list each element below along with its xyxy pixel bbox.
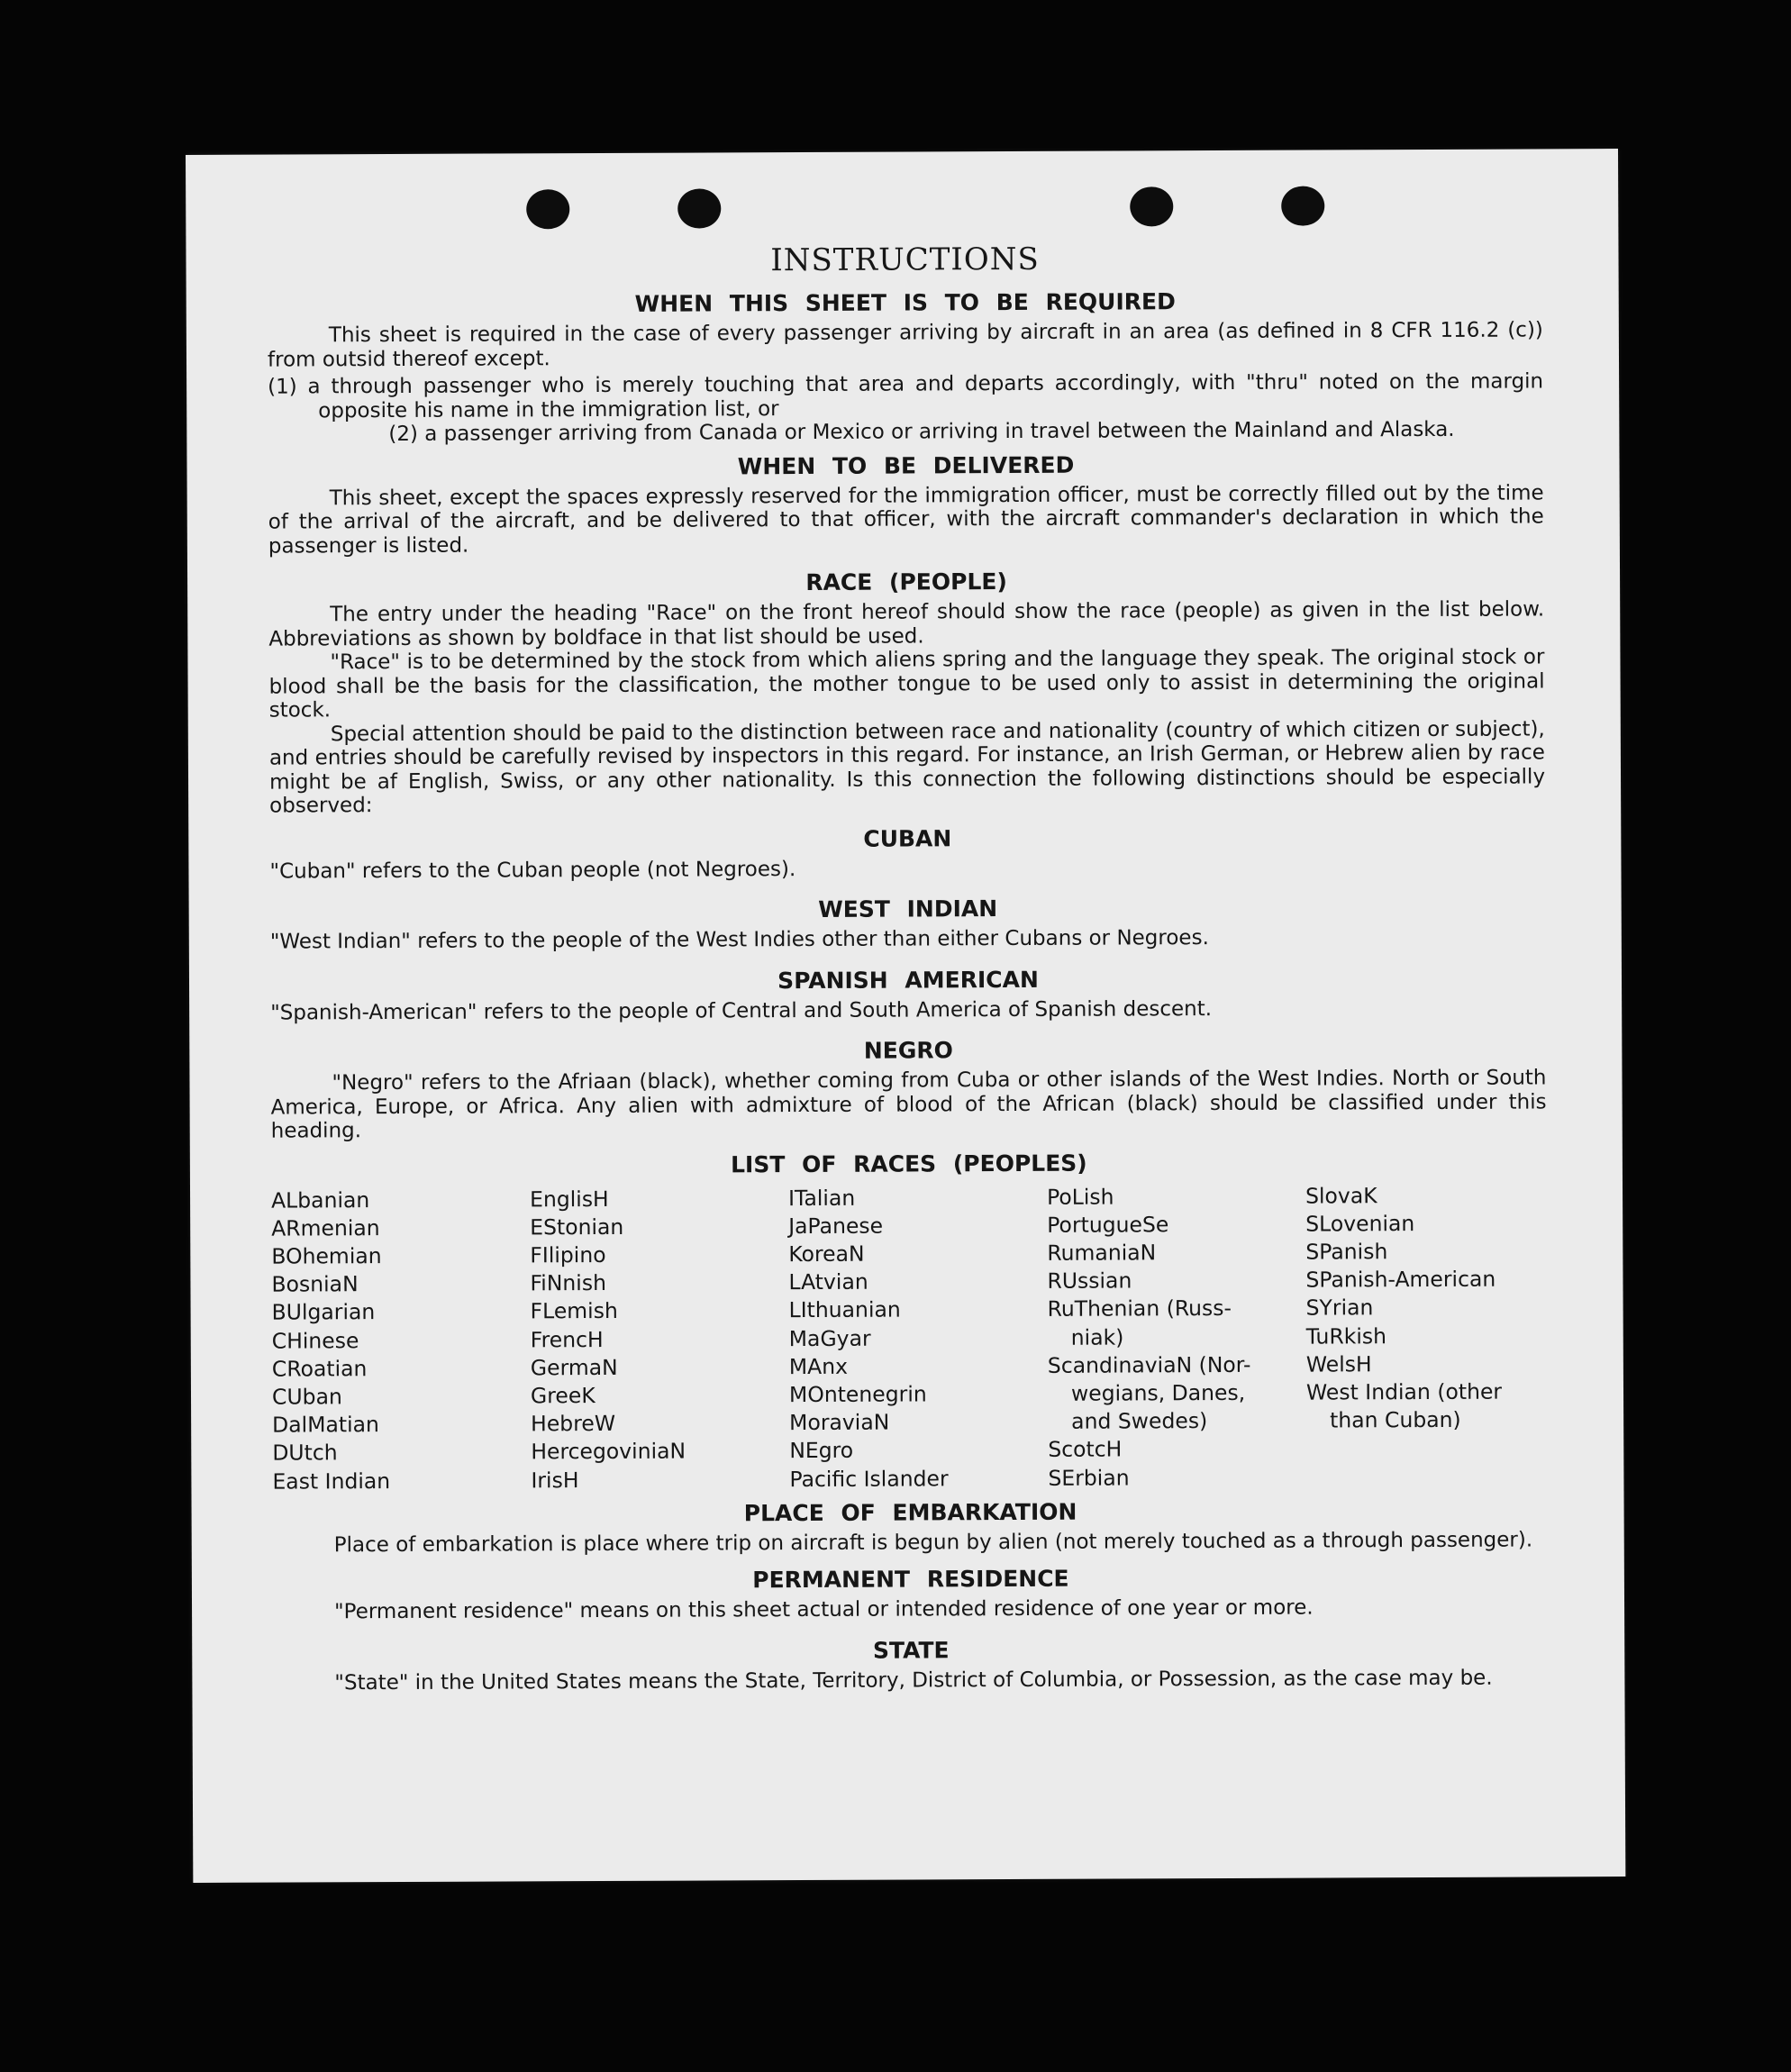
heading-embarkation: PLACE OF EMBARKATION (743, 1498, 1077, 1527)
instruction-sheet (186, 149, 1625, 1883)
races-column-5 (1305, 1181, 1548, 1491)
race-entry: WelsH (1305, 1350, 1372, 1377)
paragraph-state: "State" in the United States means the State, Territory, District of Columbia, or Possession, as the case may be. (334, 1666, 1493, 1695)
races-column-1 (271, 1186, 531, 1495)
exception-item-1: (1) a through passenger who is merely touching that area and departs accordingly, with "thru" noted on the margin opposite his name in the immigration list, or (268, 369, 1544, 423)
race-entry-continued: wegians, Danes, (1070, 1379, 1246, 1406)
punch-hole (677, 188, 721, 228)
race-entry: MOntenegrin (788, 1381, 927, 1408)
paragraph-race-1: The entry under the heading "Race" on the front hereof should show the race (people) as given in the list below. Abbreviations as shown by boldface in that list should be used. (268, 597, 1545, 651)
paragraph-permanent-residence: "Permanent residence" means on this sheet actual or intended residence of one year or more. (334, 1595, 1314, 1624)
race-entry: DalMatian (272, 1412, 379, 1438)
race-entry: KoreaN (788, 1240, 865, 1267)
race-entry: NEgro (789, 1438, 854, 1464)
heading-cuban: CUBAN (863, 824, 952, 852)
paragraph-west-indian: "West Indian" refers to the people of the West Indies other than either Cubans or Negroes. (269, 926, 1209, 954)
race-entry: RUssian (1047, 1268, 1132, 1294)
race-entry: MaGyar (788, 1325, 871, 1351)
race-entry: PortugueSe (1047, 1211, 1169, 1238)
race-entry: EnglisH (529, 1186, 609, 1212)
heading-spanish-american: SPANISH AMERICAN (777, 966, 1039, 994)
race-entry: EStonian (530, 1213, 624, 1240)
race-entry-continued: niak) (1070, 1323, 1124, 1350)
race-entry: BOhemian (271, 1242, 382, 1269)
race-entry: FrencH (530, 1326, 604, 1352)
race-entry: CRoatian (271, 1355, 368, 1382)
race-entry: SErbian (1048, 1464, 1130, 1491)
race-entry: HercegoviniaN (531, 1438, 686, 1465)
race-entry: LAtvian (788, 1268, 868, 1295)
race-entry: ALbanian (271, 1186, 370, 1213)
heading-race: RACE (PEOPLE) (805, 568, 1007, 596)
paragraph-race-2: "Race" is to be determined by the stock from which aliens spring and the language they speak. The original stock or blood shall be the basis for the classification, the mother tongue to be used only to assist in determining the original stock. (268, 645, 1545, 722)
race-entry: CUban (271, 1384, 342, 1410)
race-entry: MAnx (788, 1353, 849, 1379)
races-list (271, 1181, 1548, 1495)
heading-negro: NEGRO (863, 1037, 953, 1064)
punch-hole (1130, 186, 1173, 226)
race-entry: ScandinaviaN (Nor- (1047, 1351, 1251, 1378)
paragraph-embarkation: Place of embarkation is place where trip on aircraft is begun by alien (not merely touched as a through passenger). (333, 1528, 1533, 1558)
exception-item-2: (2) a passenger arriving from Canada or Mexico or arriving in travel between the Mainland and Alaska. (388, 417, 1455, 447)
heading-west-indian: WEST INDIAN (818, 895, 998, 922)
race-entry: ARmenian (271, 1214, 380, 1241)
race-entry: TuRkish (1305, 1322, 1387, 1350)
race-entry: HebreW (531, 1411, 616, 1437)
race-entry: IrisH (531, 1467, 579, 1493)
race-entry: RumaniaN (1047, 1240, 1157, 1266)
race-entry: FIlipino (530, 1241, 606, 1268)
race-entry: FLemish (530, 1298, 618, 1324)
race-entry: LIthuanian (788, 1296, 901, 1323)
paragraph-race-3: Special attention should be paid to the distinction between race and nationality (country of which citizen or subject), and entries should be carefully revised by inspectors in this regard. For instance, an Irish German, or Hebrew alien by race might be af English, Swiss, or any other nationality. Is this connection the following distinctions should be especially observed: (268, 716, 1546, 818)
heading-list-of-races: LIST OF RACES (PEOPLES) (731, 1150, 1087, 1177)
heading-permanent-residence: PERMANENT RESIDENCE (752, 1565, 1069, 1594)
race-entry: Pacific Islander (789, 1465, 949, 1492)
race-entry-continued: than Cuban) (1330, 1406, 1461, 1433)
heading-when-required: WHEN THIS SHEET IS TO BE REQUIRED (634, 288, 1176, 317)
heading-state: STATE (872, 1637, 950, 1664)
page-title: INSTRUCTIONS (770, 241, 1040, 279)
race-entry: CHinese (271, 1327, 359, 1354)
race-entry-continued: and Swedes) (1071, 1408, 1208, 1434)
race-entry: FiNnish (530, 1270, 607, 1296)
races-column-3 (788, 1183, 1048, 1493)
race-entry: SYrian (1305, 1295, 1374, 1321)
race-entry: RuThenian (Russ- (1047, 1295, 1232, 1322)
document-body (267, 237, 1549, 1698)
race-entry: West Indian (other (1305, 1378, 1503, 1405)
paragraph-when-delivered: This sheet, except the spaces expressly reserved for the immigration officer, must be correctly filled out by the time of the arrival of the aircraft, and be delivered to that officer, with the aircraft commander's declaration in which the passenger is listed. (268, 480, 1544, 559)
punch-hole (526, 189, 569, 229)
races-column-2 (530, 1185, 789, 1495)
heading-when-delivered: WHEN TO BE DELIVERED (737, 451, 1075, 479)
race-entry: DUtch (272, 1440, 338, 1466)
race-entry: SPanish (1305, 1239, 1388, 1265)
paragraph-cuban: "Cuban" refers to the Cuban people (not Negroes). (269, 857, 796, 884)
race-entry: BosniaN (271, 1271, 359, 1297)
race-entry: SPanish-American (1305, 1266, 1496, 1293)
race-entry: GreeK (530, 1382, 595, 1409)
race-entry: SlovaK (1305, 1182, 1377, 1209)
race-entry: BUlgarian (271, 1299, 376, 1325)
race-entry: JaPanese (788, 1213, 884, 1239)
races-column-4 (1047, 1182, 1306, 1492)
race-entry: PoLish (1046, 1184, 1114, 1210)
race-entry: GermaN (530, 1354, 618, 1381)
paragraph-spanish-american: "Spanish-American" refers to the people of Central and South America of Spanish descent. (270, 996, 1213, 1025)
paragraph-negro: "Negro" refers to the Afriaan (black), whether coming from Cuba or other islands of the West Indies. North or South America, Europe, or Africa. Any alien with admixture of blood of the African (black) should be classified under this heading. (270, 1066, 1547, 1143)
race-entry: East Indian (272, 1468, 391, 1495)
race-entry: MoraviaN (789, 1409, 890, 1436)
race-entry: ITalian (787, 1185, 856, 1211)
punch-hole (1281, 186, 1324, 225)
race-entry: SLovenian (1305, 1210, 1415, 1237)
race-entry: ScotcH (1048, 1436, 1123, 1463)
paragraph-when-required: This sheet is required in the case of every passenger arriving by aircraft in an area (as defined in 8 CFR 116.2 (c)) from outsid thereof except. (267, 318, 1543, 372)
